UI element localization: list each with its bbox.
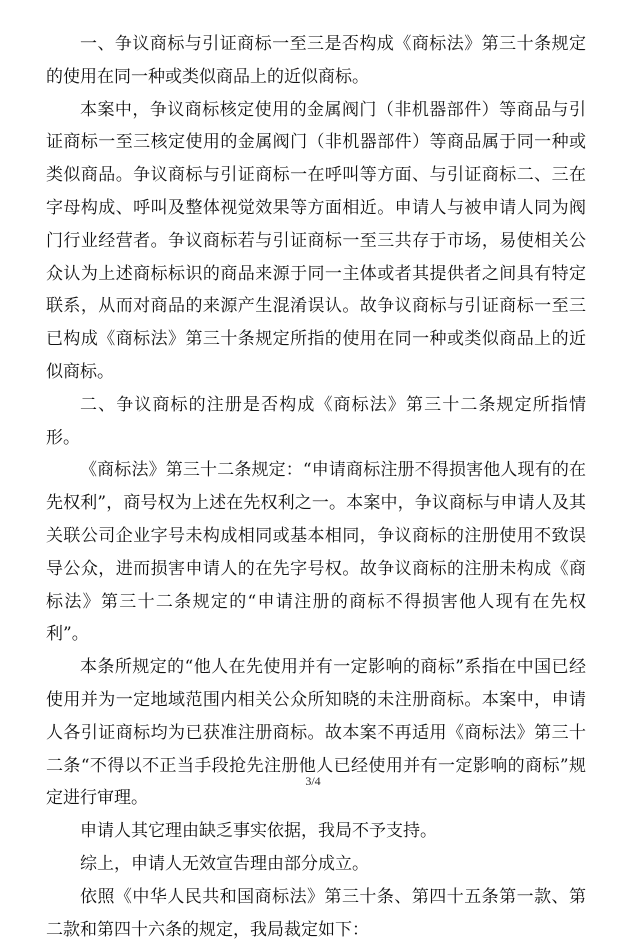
document-body — [46, 28, 586, 946]
paragraph-article-32-prior-use: 本条所规定的“他人在先使用并有一定影响的商标”系指在中国已经使用并为一定地域范围内相关公众所知晓的未注册商标。本案中，申请人各引证商标均为已获准注册商标。故本案不再适用《商标法》第三十二条“不得以不正当手段抢先注册他人已经使用并有一定影响的商标”规定进行审理。 — [46, 657, 586, 809]
paragraph-issue-one-analysis: 本案中，争议商标核定使用的金属阀门（非机器部件）等商品与引证商标一至三核定使用的金属阀门（非机器部件）等商品属于同一种或类似商品。争议商标与引证商标一在呼叫等方面、与引证商标二、三在字母构成、呼叫及整体视觉效果等方面相近。申请人与被申请人同为阀门行业经营者。争议商标若与引证商标一至三共存于市场，易使相关公众认为上述商标标识的商品来源于同一主体或者其提供者之间具有特定联系，从而对商品的来源产生混淆误认。故争议商标与引证商标一至三已构成《商标法》第三十条规定所指的使用在同一种或类似商品上的近似商标。 — [46, 99, 586, 382]
paragraph-issue-one-heading: 一、争议商标与引证商标一至三是否构成《商标法》第三十条规定的使用在同一种或类似商品上的近似商标。 — [46, 34, 586, 87]
paragraph-other-reasons: 申请人其它理由缺乏事实依据，我局不予支持。 — [80, 821, 437, 842]
page-number: 3/4 — [305, 774, 321, 788]
paragraph-conclusion: 综上，申请人无效宣告理由部分成立。 — [80, 853, 369, 874]
paragraph-ruling-basis: 依照《中华人民共和国商标法》第三十条、第四十五条第一款、第二款和第四十六条的规定，我局裁定如下： — [46, 886, 586, 940]
paragraph-issue-two-heading: 二、争议商标的注册是否构成《商标法》第三十二条规定所指情形。 — [46, 394, 586, 448]
paragraph-article-32-trade-name: 《商标法》第三十二条规定：“申请商标注册不得损害他人现有的在先权利”，商号权为上述在先权利之一。本案中，争议商标与申请人及其关联公司企业字号未构成相同或基本相同，争议商标的注册使用不致误导公众，进而损害申请人的在先字号权。故争议商标的注册未构成《商标法》第三十二条规定的“申请注册的商标不得损害他人现有在先权利”。 — [46, 460, 586, 645]
